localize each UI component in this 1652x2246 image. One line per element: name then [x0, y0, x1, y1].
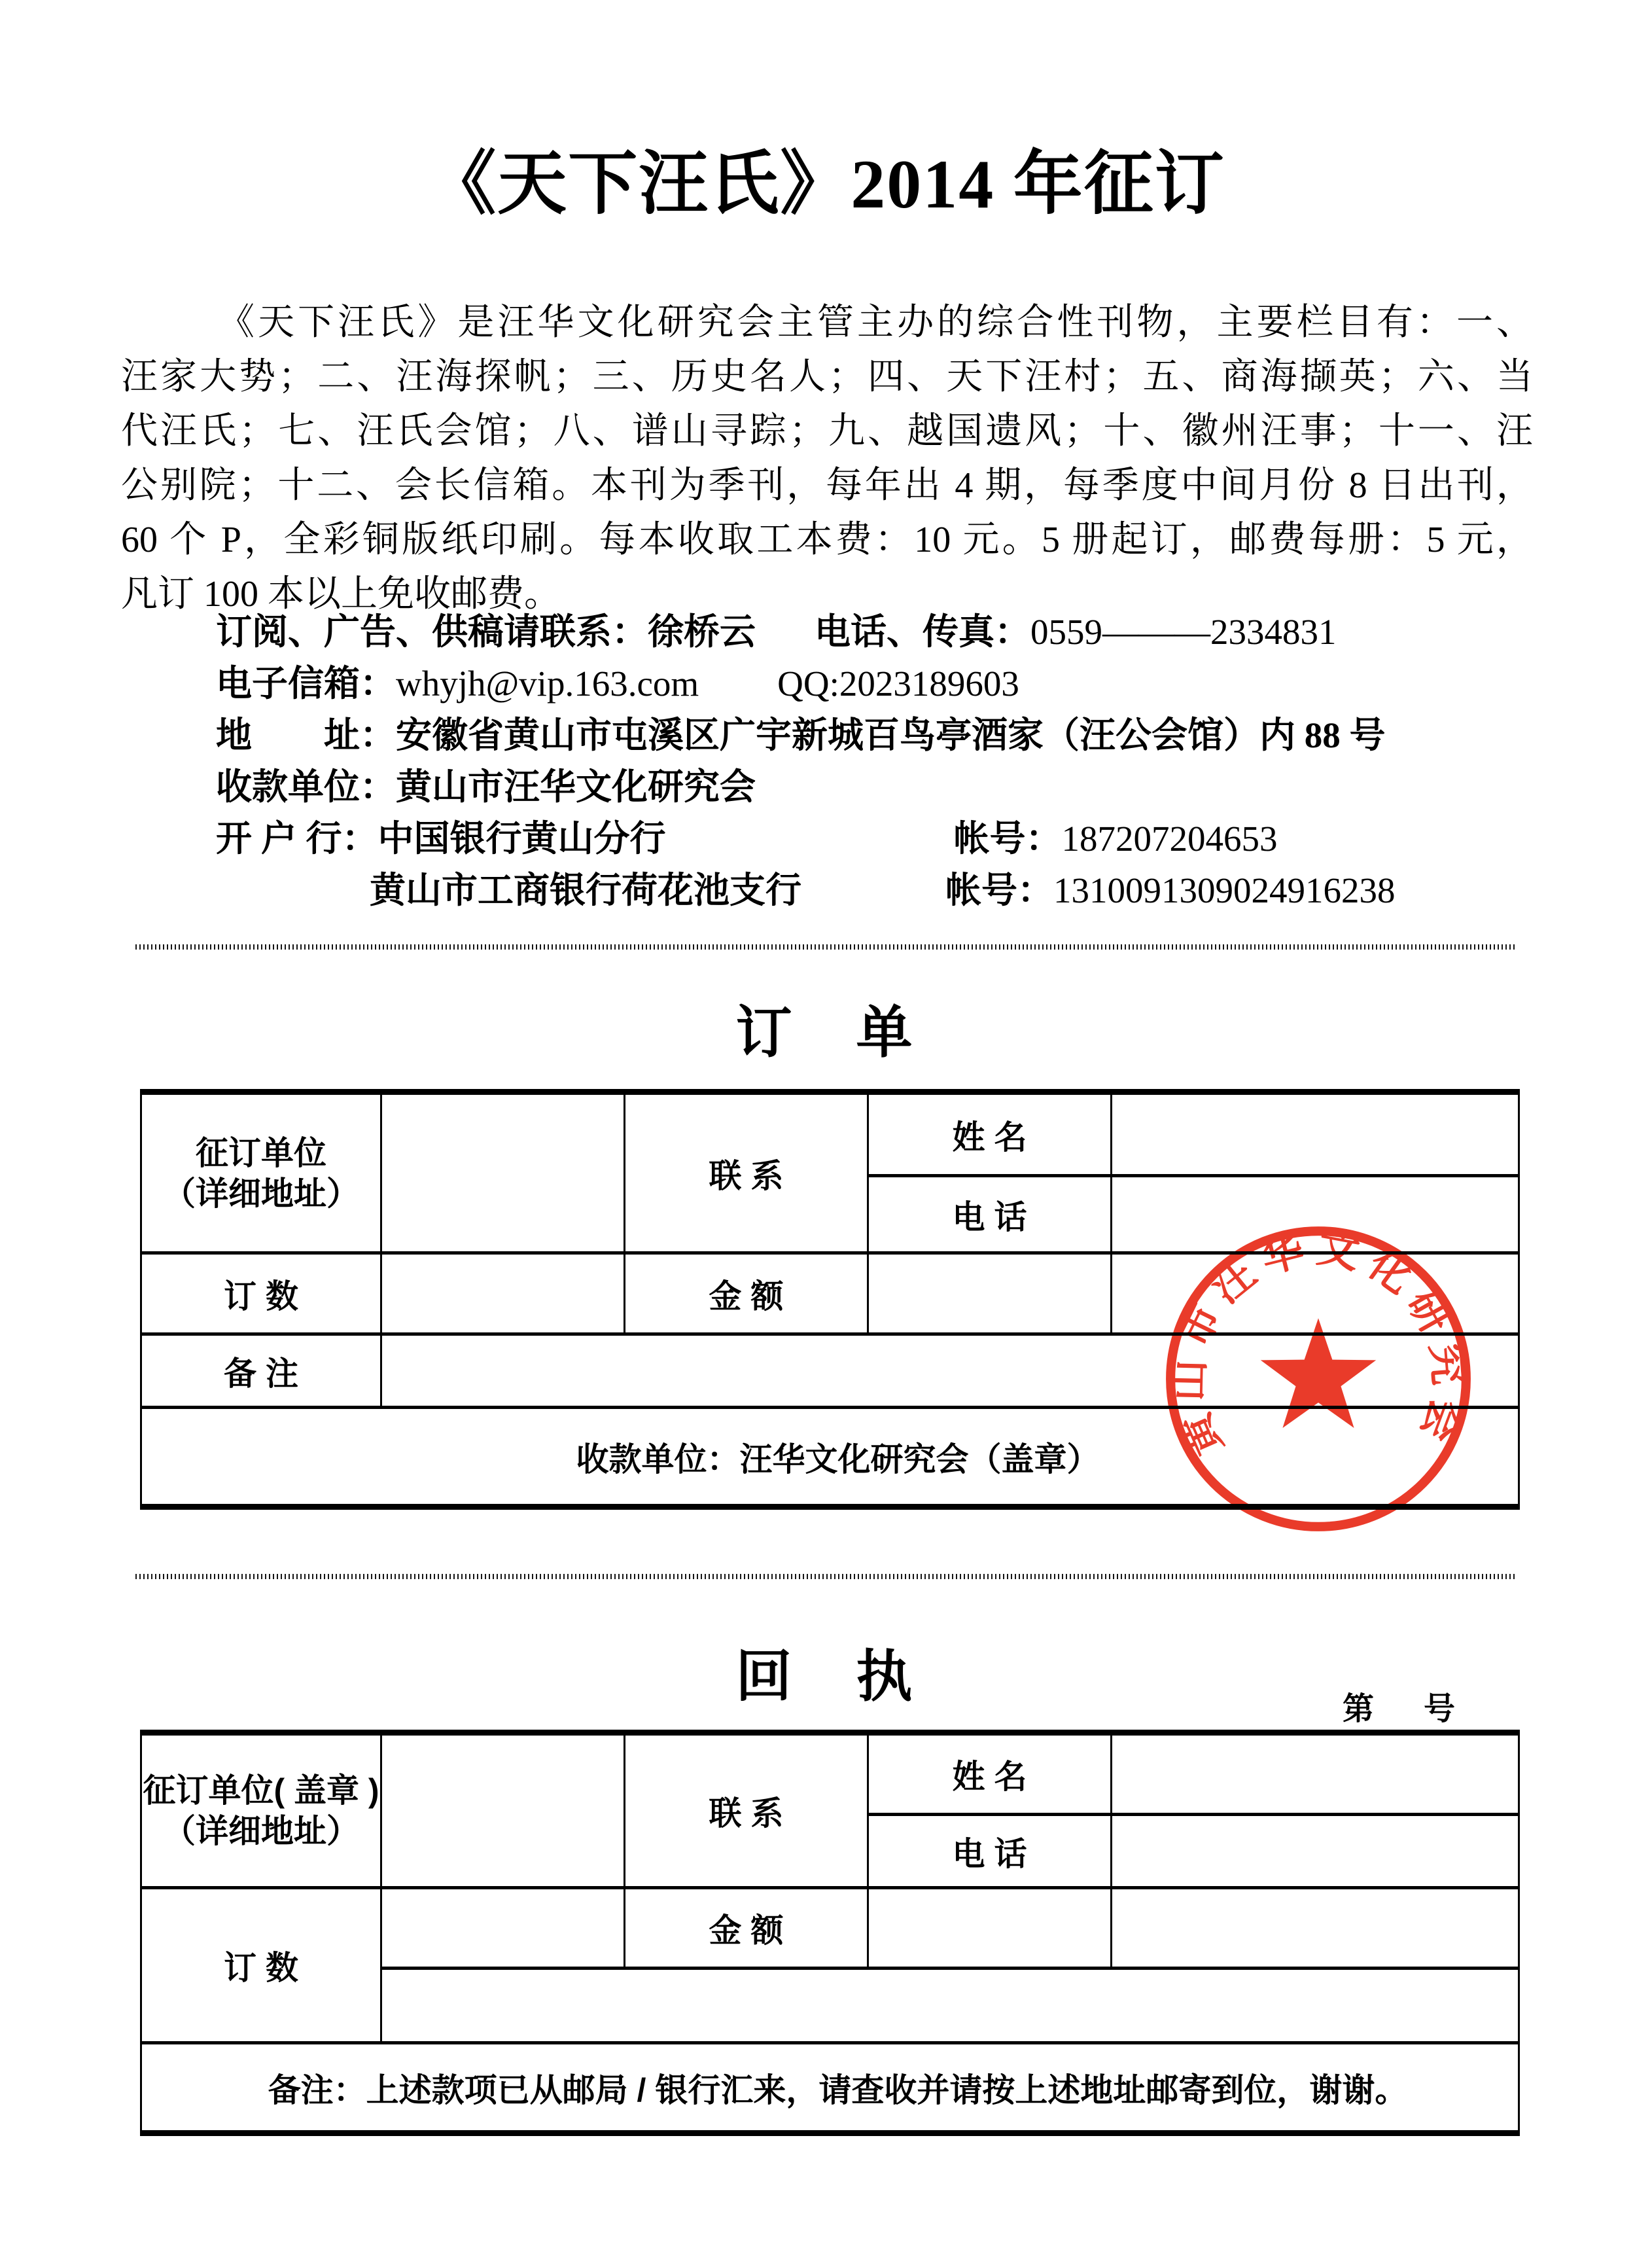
order-phone-label: 电 话	[868, 1176, 1112, 1253]
intro-paragraph	[121, 296, 1533, 622]
email-address: whyjh@vip.163.com	[396, 664, 699, 704]
bank2-line	[216, 865, 1531, 916]
order-extra-input-cell[interactable]	[1112, 1253, 1519, 1334]
subscribe-contact-line	[216, 606, 1531, 658]
intro-line: 60 个 P，全彩铜版纸印刷。每本收取工本费：10 元。5 册起订，邮费每册：5 元，	[121, 520, 1533, 560]
payee-line	[216, 761, 1531, 813]
receipt-table	[140, 1730, 1520, 2136]
receipt-unit-input-cell[interactable]	[381, 1733, 625, 1888]
payee-value: 黄山市汪华文化研究会	[396, 767, 756, 807]
bank-label: 开 户 行：	[216, 819, 378, 859]
intro-line: 《天下汪氏》是汪华文化研究会主管主办的综合性刊物，主要栏目有：一、	[218, 302, 1533, 343]
intro-line: 汪家大势；二、汪海探帆；三、历史名人；四、天下汪村；五、商海撷英；六、当	[121, 357, 1533, 397]
order-qty-label: 订 数	[141, 1253, 381, 1334]
receipt-name-input-cell[interactable]	[1112, 1733, 1519, 1815]
receipt-contact-label: 联 系	[625, 1733, 868, 1888]
receipt-amount-input-cell[interactable]	[868, 1888, 1112, 1969]
receipt-amount-label: 金 额	[625, 1888, 868, 1969]
order-unit-label	[141, 1092, 381, 1253]
order-table	[140, 1089, 1520, 1510]
receipt-unit-label-line1: 征订单位( 盖章 )	[143, 1772, 379, 1809]
subscribe-contact-label: 订阅、广告、供稿请联系：徐桥云	[216, 612, 756, 652]
bank2-name: 黄山市工商银行荷花池支行	[370, 870, 802, 910]
order-remark-input-cell[interactable]	[381, 1334, 1519, 1408]
receipt-section-title: 回 执	[735, 1645, 917, 1708]
receipt-wide-input-cell[interactable]	[381, 1969, 1519, 2043]
intro-line: 公别院；十二、会长信箱。本刊为季刊，每年出 4 期，每季度中间月份 8 日出刊，	[121, 465, 1533, 506]
bank1-name: 中国银行黄山分行	[378, 819, 666, 859]
order-unit-label-line1: 征订单位	[196, 1134, 326, 1171]
order-payee-seal-cell: 收款单位：汪华文化研究会（盖章）	[141, 1408, 1519, 1507]
account1-label: 帐号：	[953, 819, 1062, 859]
account1-number: 187207204653	[1061, 819, 1278, 859]
address-line	[216, 709, 1531, 761]
email-line	[216, 658, 1531, 709]
order-name-input-cell[interactable]	[1112, 1092, 1519, 1176]
email-label: 电子信箱：	[216, 664, 396, 704]
phone-fax-label: 电话、传真：	[815, 612, 1031, 652]
receipt-unit-label	[141, 1733, 381, 1888]
receipt-unit-label-line2: （详细地址）	[163, 1813, 359, 1849]
cut-line-top	[135, 944, 1517, 950]
order-unit-input-cell[interactable]	[381, 1092, 625, 1253]
page-title: 《天下汪氏》2014 年征订	[427, 146, 1225, 223]
address-value: 安徽省黄山市屯溪区广宇新城百鸟亭酒家（汪公会馆）内 88 号	[396, 715, 1386, 755]
contact-block	[216, 606, 1531, 916]
serial-number-label: 第 号	[1343, 1692, 1465, 1726]
qq-number: QQ:2023189603	[777, 664, 1019, 704]
intro-line: 代汪氏；七、汪氏会馆；八、谱山寻踪；九、越国遗风；十、徽州汪事；十一、汪	[121, 411, 1533, 452]
order-section-title: 订 单	[735, 1001, 917, 1064]
receipt-phone-label: 电 话	[868, 1815, 1112, 1888]
bank1-line	[216, 813, 1531, 865]
receipt-note-cell: 备注：上述款项已从邮局 / 银行汇来，请查收并请按上述地址邮寄到位，谢谢。	[141, 2043, 1519, 2133]
order-unit-label-line2: （详细地址）	[163, 1175, 359, 1212]
phone-fax-number: 0559———2334831	[1030, 612, 1337, 652]
account2-label: 帐号：	[945, 870, 1054, 910]
receipt-phone-input-cell[interactable]	[1112, 1815, 1519, 1888]
account2-number: 1310091309024916238	[1053, 870, 1396, 910]
address-label: 地 址：	[216, 715, 396, 755]
order-amount-label: 金 额	[625, 1253, 868, 1334]
payee-label: 收款单位：	[216, 767, 396, 807]
order-remark-label: 备 注	[141, 1334, 381, 1408]
receipt-qty-input-cell[interactable]	[381, 1888, 625, 1969]
order-amount-input-cell[interactable]	[868, 1253, 1112, 1334]
cut-line-bottom	[135, 1574, 1517, 1579]
seal-text: 黄山市汪华文化研究会	[1165, 1224, 1473, 1463]
receipt-extra-input-cell[interactable]	[1112, 1888, 1519, 1969]
order-qty-input-cell[interactable]	[381, 1253, 625, 1334]
order-phone-input-cell[interactable]	[1112, 1176, 1519, 1253]
intro-line: 凡订 100 本以上免收邮费。	[121, 574, 561, 615]
order-contact-label: 联 系	[625, 1092, 868, 1253]
receipt-qty-label: 订 数	[141, 1888, 381, 2043]
order-name-label: 姓 名	[868, 1092, 1112, 1176]
receipt-name-label: 姓 名	[868, 1733, 1112, 1815]
